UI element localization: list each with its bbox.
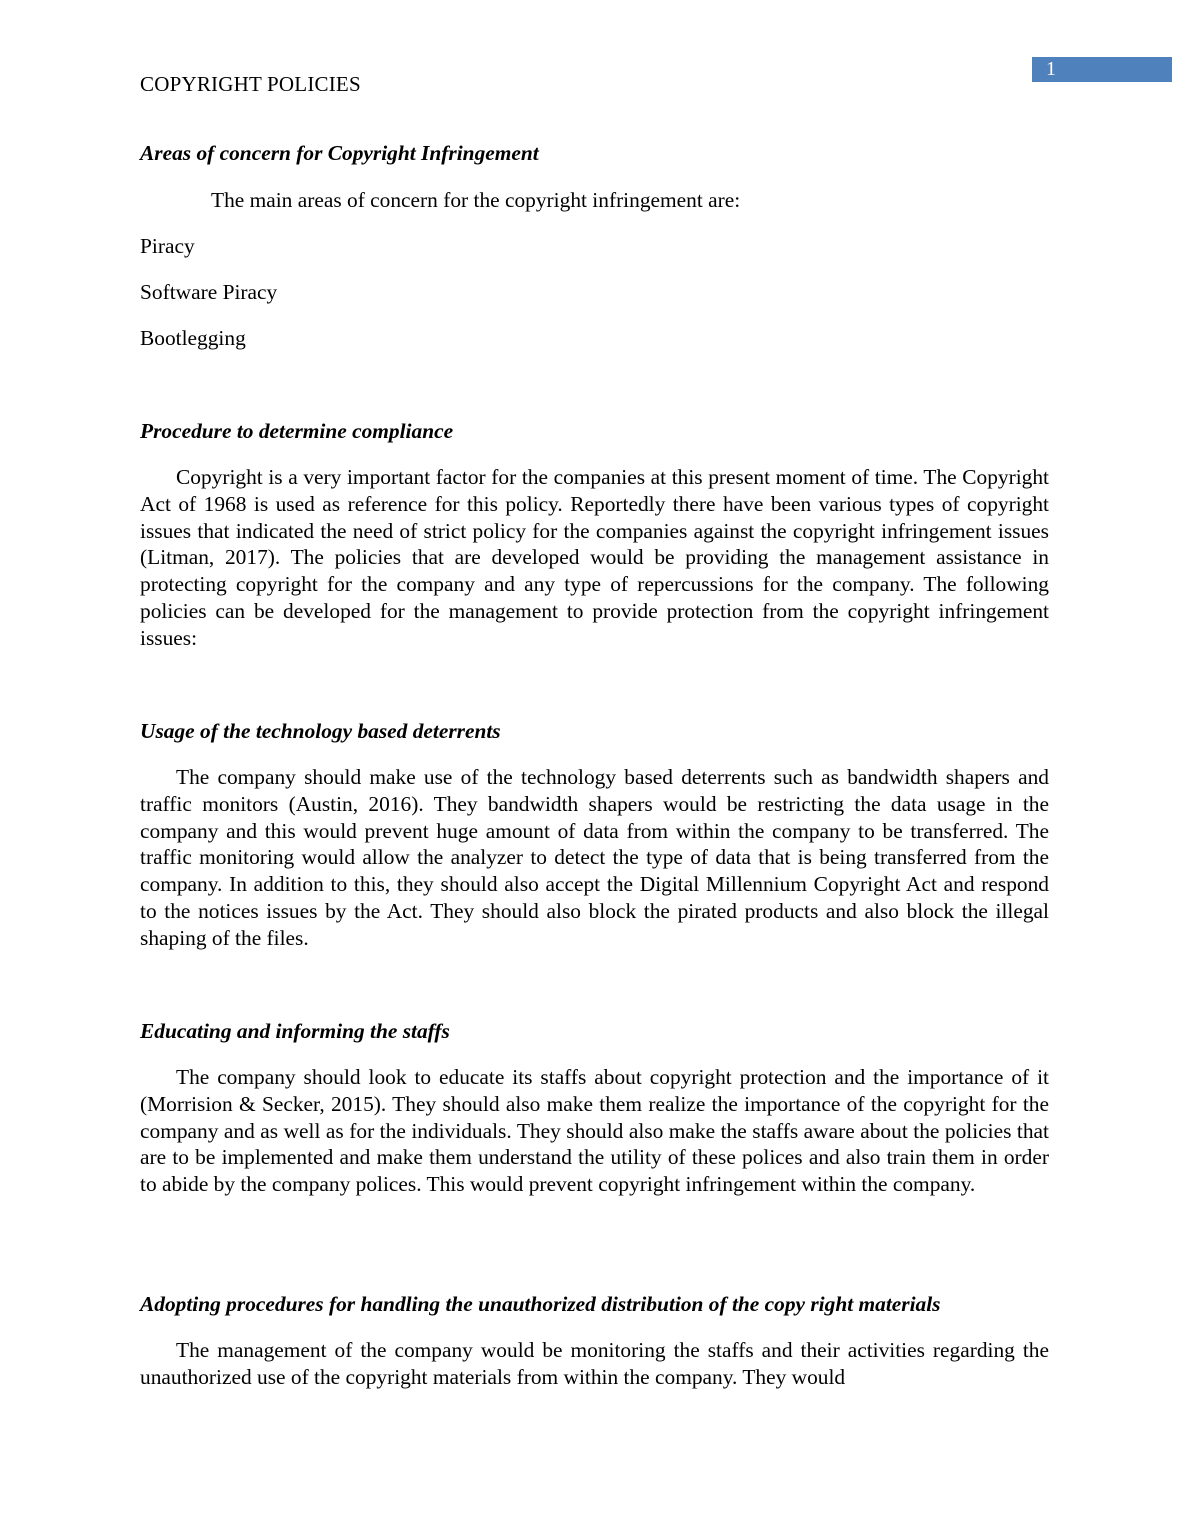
section-heading-adopting: Adopting procedures for handling the unauthorized distribution of the copy right materials [140, 1292, 941, 1316]
paragraph-adopting: The management of the company would be monitoring the staffs and their activities regarding the unauthorized use of the copyright materials from within the company. They would [140, 1338, 1049, 1389]
paragraph-technology: The company should make use of the technology based deterrents such as bandwidth shapers and traffic monitors (Austin, 2016). They bandwidth shapers would be restricting the data usage in the company and this would prevent huge amount of data from within the company to be transferred. The traffic monitoring would allow the analyzer to detect the type of data that is being transferred from the company. In addition to this, they should also accept the Digital Millennium Copyright Act and respond to the notices issues by the Act. They should also block the pirated products and also block the illegal shaping of the files. [140, 765, 1049, 950]
paragraph-educating: The company should look to educate its staffs about copyright protection and the importance of it (Morrision & Secker, 2015). They should also make them realize the importance of the copyright for the company and as well as for the individuals. They should also make the staffs aware about the policies that are to be implemented and make them understand the utility of these polices and also train them in order to abide by the company polices. This would prevent copyright infringement within the company. [140, 1065, 1049, 1197]
section-heading-educating: Educating and informing the staffs [140, 1019, 450, 1043]
list-item-software-piracy: Software Piracy [140, 280, 278, 304]
areas-intro: The main areas of concern for the copyright infringement are: [211, 188, 741, 212]
paragraph-procedure: Copyright is a very important factor for the companies at this present moment of time. The Copyright Act of 1968 is used as reference for this policy. Reportedly there have been various types of copyright issues that indicated the need of strict policy for the companies against the copyright infringement issues (Litman, 2017). The policies that are developed would be providing the management assistance in protecting copyright for the company and any type of repercussions for the company. The following policies can be developed for the management to provide protection from the copyright infringement issues: [140, 465, 1049, 650]
page-number: 1 [1046, 58, 1056, 80]
list-item-piracy: Piracy [140, 234, 195, 258]
page-number-badge [1032, 57, 1172, 82]
section-heading-areas: Areas of concern for Copyright Infringement [140, 141, 539, 165]
list-item-bootlegging: Bootlegging [140, 326, 246, 350]
section-heading-procedure: Procedure to determine compliance [140, 419, 454, 443]
running-head: COPYRIGHT POLICIES [140, 72, 361, 96]
section-heading-technology: Usage of the technology based deterrents [140, 719, 501, 743]
